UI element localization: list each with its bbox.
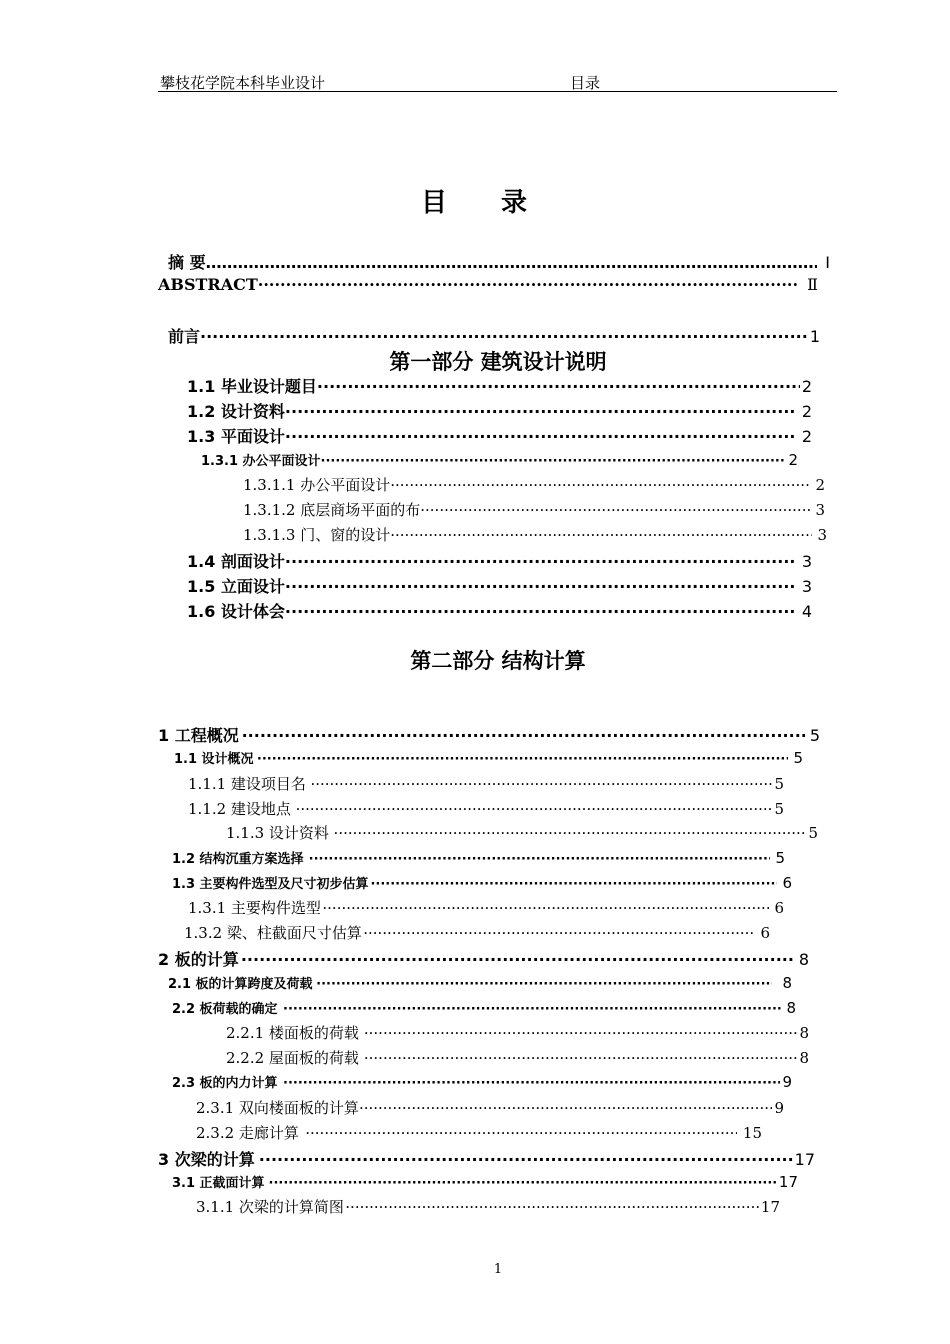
toc-title-char-1: 目 <box>420 188 449 218</box>
toc-entry[interactable]: 1.1 设计概况 ····· 5 <box>174 748 803 767</box>
dot-leader <box>305 1124 737 1142</box>
toc-entry[interactable]: 2.3.2 走廊计算 ····· 15 <box>196 1122 762 1143</box>
toc-entry[interactable]: 1 工程概况 ····· 5 <box>158 723 820 746</box>
toc-entry[interactable]: 2.2.2 屋面板的荷载 ····· 8 <box>226 1047 809 1068</box>
dot-leader <box>285 577 797 596</box>
toc-entry[interactable]: 1.1.1 建设项目名 ····· 5 <box>188 773 784 794</box>
header-section: 目录 <box>570 74 601 92</box>
dot-leader <box>359 1099 773 1117</box>
dot-leader <box>309 852 771 867</box>
dot-leader <box>285 427 797 446</box>
dot-leader <box>285 402 797 421</box>
dot-leader <box>334 824 807 842</box>
dot-leader <box>345 1198 759 1216</box>
dot-leader <box>242 726 805 745</box>
toc-entry[interactable]: 1.2 设计资料 ····· 2 <box>187 399 812 422</box>
dot-leader <box>283 1002 781 1017</box>
toc-entry[interactable]: 2.2 板荷载的确定 ····· 8 <box>172 998 796 1017</box>
dot-leader <box>390 526 812 544</box>
toc-entry-abstract-en[interactable]: ABSTRACT ····· Ⅱ <box>158 275 818 294</box>
dot-leader <box>420 501 810 519</box>
toc-entry[interactable]: 1.1.2 建设地点 ····· 5 <box>188 798 784 819</box>
part1-title: 第一部分 建筑设计说明 <box>389 350 607 374</box>
toc-entry[interactable]: 2.3.1 双向楼面板的计算 ····· 9 <box>196 1097 784 1118</box>
toc-entry[interactable]: 1.3.2 梁、柱截面尺寸估算 ····· 6 <box>184 922 770 943</box>
toc-title-char-2: 录 <box>501 188 530 218</box>
header-school-title: 攀枝花学院本科毕业设计 <box>160 74 326 92</box>
dot-leader <box>310 775 772 793</box>
toc-entry[interactable]: 2 板的计算 ····· 8 <box>158 947 809 970</box>
toc-entry[interactable]: 1.3.1.2 底层商场平面的布 ····· 3 <box>243 499 825 520</box>
dot-leader <box>321 454 787 469</box>
toc-entry[interactable]: 2.1 板的计算跨度及荷载 ····· 8 <box>168 973 792 992</box>
dot-leader <box>322 899 769 917</box>
toc-entry-abstract-cn[interactable]: 摘 要 …………………………………………………………………………………………………………………………………………………………………… Ⅰ <box>168 250 830 273</box>
toc-entry[interactable]: 1.6 设计体会 ····· 4 <box>187 599 812 622</box>
dot-leader <box>390 476 810 494</box>
toc-entry[interactable]: 1.2 结构沉重方案选择 ····· 5 <box>172 848 785 867</box>
toc-entry[interactable]: 1.3 主要构件选型及尺寸初步估算 ····· 6 <box>172 873 792 892</box>
toc-entry[interactable]: 1.4 剖面设计 ····· 3 <box>187 549 812 572</box>
toc-entry-preface[interactable]: 前言 ····· 1 <box>168 324 820 347</box>
dot-leader <box>241 950 794 969</box>
dot-leader <box>364 1024 798 1042</box>
dot-leader <box>258 275 799 294</box>
dot-leader <box>259 1150 793 1169</box>
toc-entry[interactable]: 1.3.1 主要构件选型 ····· 6 <box>188 897 784 918</box>
dot-leader <box>364 1049 798 1067</box>
dot-leader <box>363 924 755 942</box>
toc-title <box>0 182 950 219</box>
header-rule <box>158 91 837 92</box>
toc-entry[interactable]: 3 次梁的计算 ····· 17 <box>158 1147 815 1170</box>
part2-title: 第二部分 结构计算 <box>410 649 586 673</box>
dot-leader <box>200 327 808 346</box>
toc-entry[interactable]: 2.3 板的内力计算 ····· 9 <box>172 1072 792 1091</box>
toc-entry[interactable]: 1.3.1 办公平面设计 ····· 2 <box>201 450 798 469</box>
dot-leader <box>285 552 797 571</box>
dot-leader <box>206 253 818 272</box>
toc-entry[interactable]: 1.1.3 设计资料 ····· 5 <box>226 822 818 843</box>
toc-entry[interactable]: 3.1.1 次梁的计算简图 ····· 17 <box>196 1196 780 1217</box>
toc-entry[interactable]: 3.1 正截面计算 ····· 17 <box>172 1172 798 1191</box>
toc-entry[interactable]: 1.3.1.1 办公平面设计 ····· 2 <box>243 474 825 495</box>
dot-leader <box>370 877 777 892</box>
dot-leader <box>296 800 773 818</box>
dot-leader <box>285 602 797 621</box>
toc-entry[interactable]: 1.5 立面设计 ····· 3 <box>187 574 812 597</box>
toc-entry[interactable]: 1.1 毕业设计题目 ····· 2 <box>187 374 812 397</box>
dot-leader <box>257 752 789 767</box>
toc-entry[interactable]: 1.3 平面设计 ····· 2 <box>187 424 812 447</box>
page-number: 1 <box>493 1262 503 1277</box>
dot-leader <box>283 1076 780 1091</box>
toc-entry[interactable]: 1.3.1.3 门、窗的设计 ····· 3 <box>243 524 827 545</box>
dot-leader <box>317 377 800 396</box>
toc-entry[interactable]: 2.2.1 楼面板的荷载 ····· 8 <box>226 1022 809 1043</box>
dot-leader <box>316 977 772 992</box>
dot-leader <box>269 1176 777 1191</box>
